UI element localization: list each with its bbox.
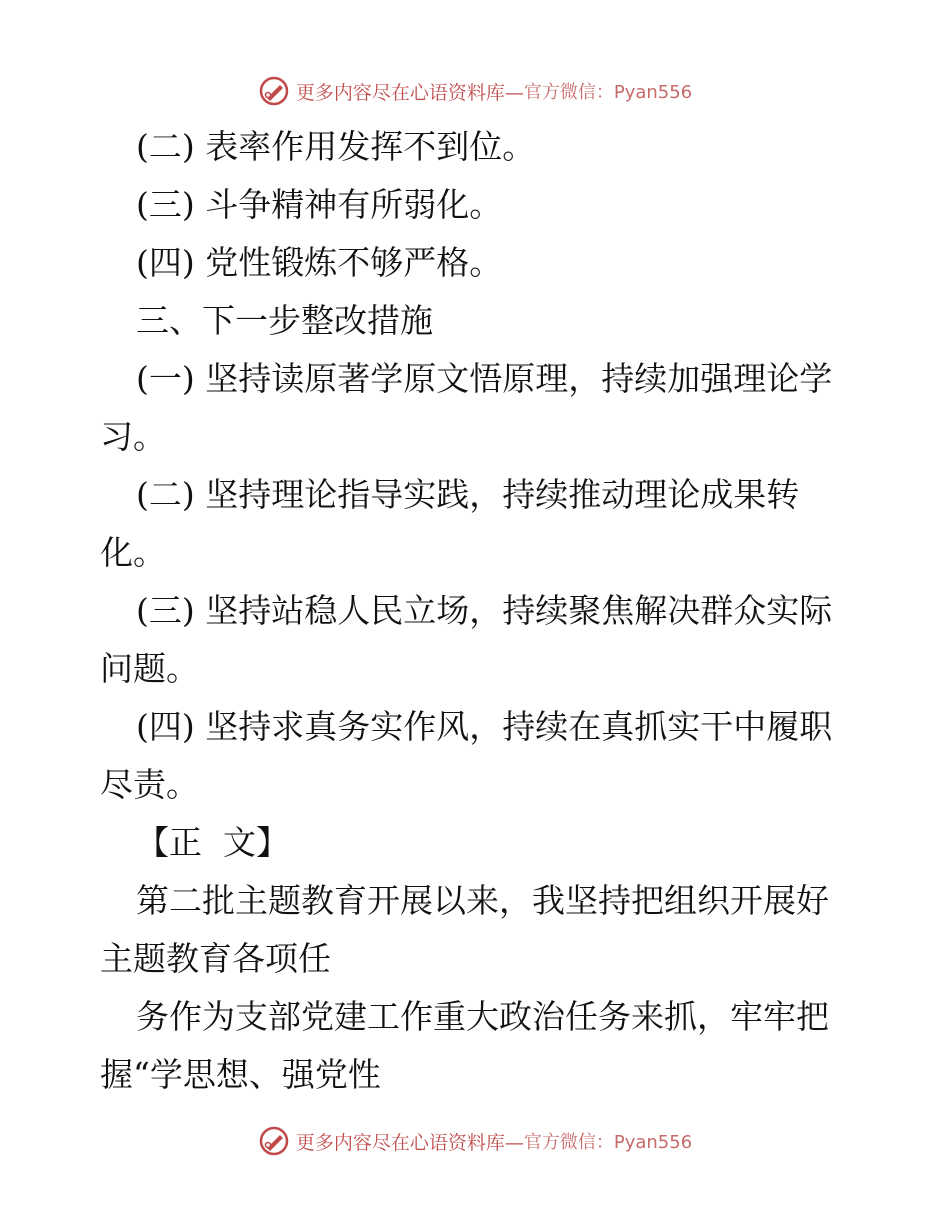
watermark-sub-text: 官方微信：Pyan556 <box>523 82 693 103</box>
text-line: (二) 坚持理论指导实践，持续推动理论成果转 <box>136 475 800 514</box>
text-line: (四) 坚持求真务实作风，持续在真抓实干中履职 <box>136 707 833 746</box>
watermark-footer <box>0 1121 950 1161</box>
text-line: 习。 <box>100 417 166 456</box>
pen-logo-icon <box>258 1125 290 1157</box>
pen-logo-icon <box>258 75 290 107</box>
text-line: 主题教育各项任 <box>100 939 331 978</box>
watermark-main-text: 更多内容尽在心语资料库— <box>295 1131 524 1154</box>
document-body <box>100 118 860 1104</box>
text-line: 握“学思想、强党性 <box>100 1055 381 1094</box>
text-line: (三) 坚持站稳人民立场，持续聚焦解决群众实际 <box>136 591 833 630</box>
watermark-sub-text: 官方微信：Pyan556 <box>523 1132 693 1153</box>
text-line: (一) 坚持读原著学原文悟原理，持续加强理论学 <box>136 359 833 398</box>
text-line: 第二批主题教育开展以来，我坚持把组织开展好 <box>136 881 829 920</box>
watermark-header <box>0 71 950 111</box>
section-heading: 三、下一步整改措施 <box>136 301 433 340</box>
section-heading: 【正 文】 <box>136 823 289 862</box>
text-line: 尽责。 <box>100 765 199 804</box>
text-line: (四) 党性锻炼不够严格。 <box>136 243 503 282</box>
text-line: (二) 表率作用发挥不到位。 <box>136 127 536 166</box>
text-line: 问题。 <box>100 649 199 688</box>
text-line: (三) 斗争精神有所弱化。 <box>136 185 503 224</box>
watermark-main-text: 更多内容尽在心语资料库— <box>295 81 524 104</box>
text-line: 化。 <box>100 533 166 572</box>
text-line: 务作为支部党建工作重大政治任务来抓，牢牢把 <box>136 997 829 1036</box>
